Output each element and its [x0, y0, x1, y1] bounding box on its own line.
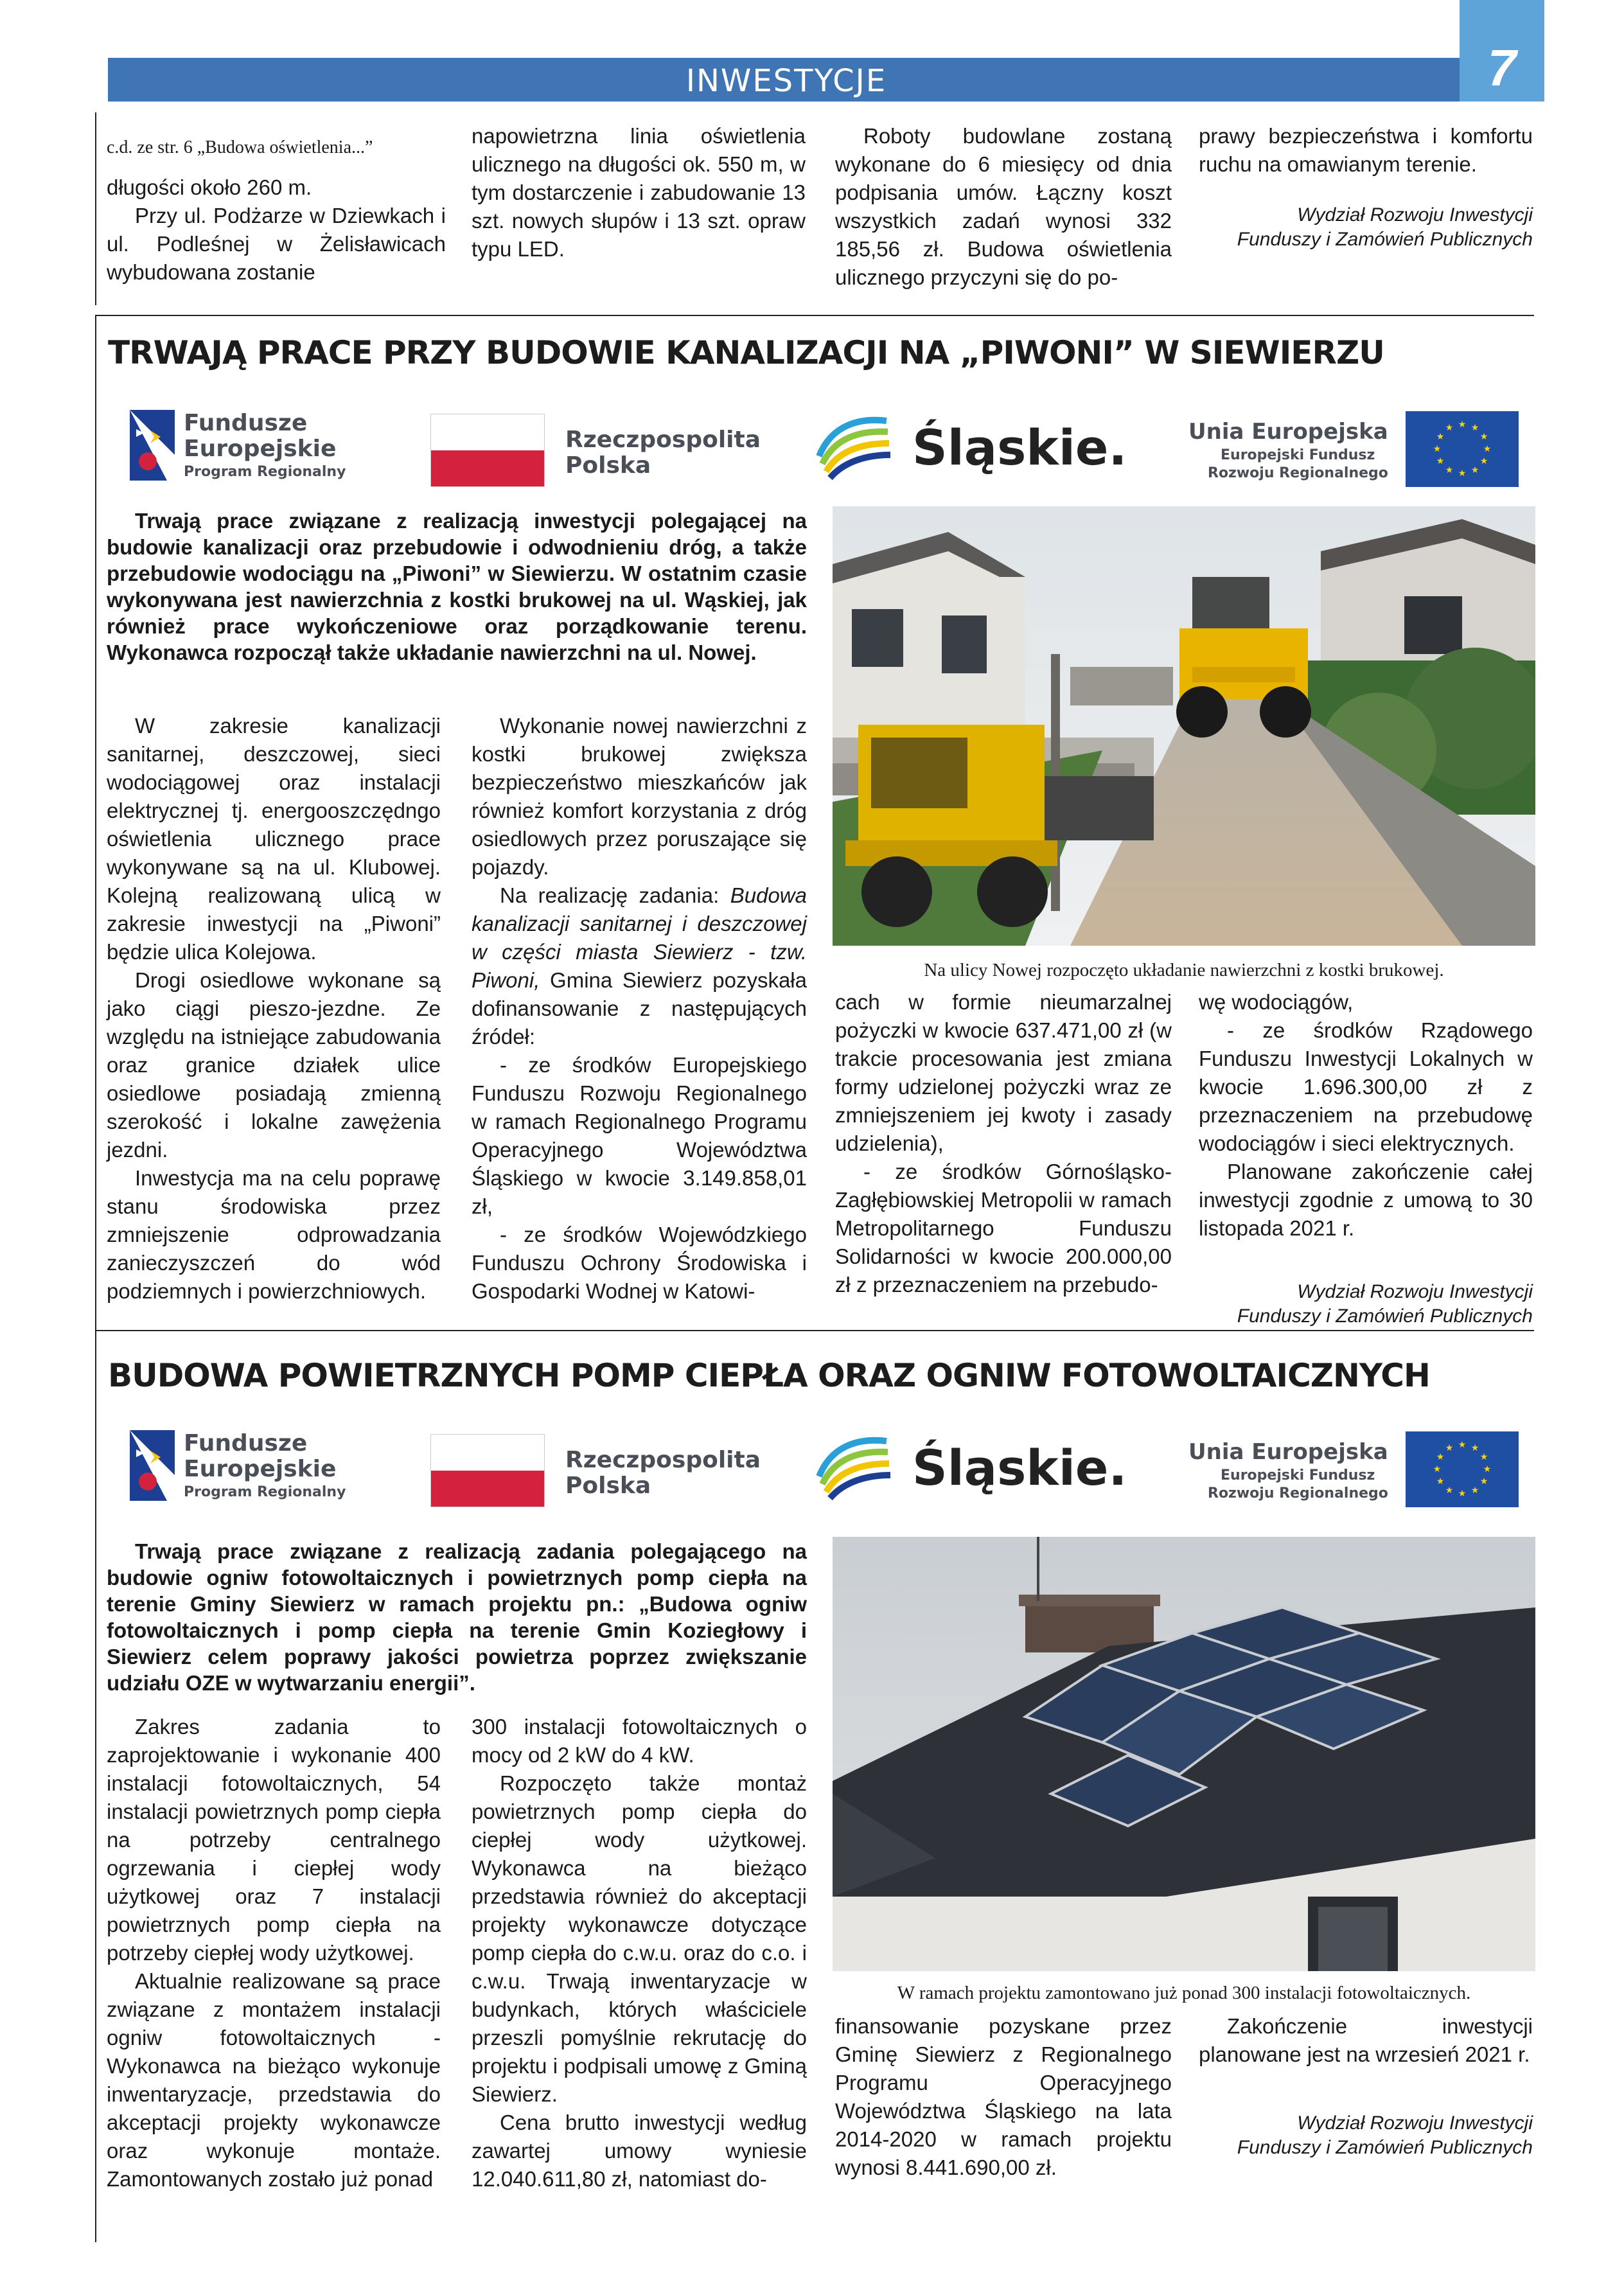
article2-col2: [472, 1713, 807, 2193]
svg-text:★: ★: [1479, 456, 1488, 466]
svg-text:★: ★: [1436, 432, 1445, 442]
article1-col2-p2a: Na realizację zadania:: [500, 883, 730, 907]
svg-text:★: ★: [1445, 1443, 1454, 1453]
article1-col3: [835, 988, 1172, 1299]
slaskie-logo-icon: [816, 411, 893, 482]
page-number: 7: [1487, 39, 1517, 96]
top-col3-p1: Roboty budowlane zostaną wykonane do 6 miesięcy od dnia podpisania umów. Łączny koszt wszystkich zadań wynosi 332 185,56 zł. Budowa oświetlenia ulicznego przyczyni się do po-: [835, 124, 1172, 289]
fe-logo-line3: Program Regionalny: [184, 464, 346, 480]
article2-title: BUDOWA POWIETRZNYCH POMP CIEPŁA ORAZ OGNIW FOTOWOLTAICZNYCH: [108, 1357, 1430, 1394]
article1-col1: [107, 712, 441, 1306]
poland-flag-icon: [430, 414, 545, 487]
article1-col2-p1: Wykonanie nowej nawierzchni z kostki brukowej zwiększa bezpieczeństwo mieszkańców jak również komfort korzystania z dróg osiedlowych przez poruszające się pojazdy.: [472, 714, 807, 879]
signature-line2: Funduszy i Zamówień Publicznych: [1237, 2137, 1533, 2158]
rp-logo-line2: Polska: [565, 452, 651, 479]
article2-col4: [1199, 2012, 1533, 2069]
fe-logo-line3: Program Regionalny: [184, 1484, 346, 1500]
fe-logo-line2: Europejskie: [184, 1456, 337, 1482]
article2-lead: Trwają prace związane z realizacją zadania polegającego na budowie ogniw fotowoltaicznych i powietrznych pomp ciepła na terenie Gminy Siewierz w ramach projektu pn.: „Budowa ogniw fotowoltaicznych i pomp ciepła na terenie Gmin Koziegłowy i Siewierz celem poprawy jakości powietrza poprzez zwiększanie udziału OZE w wytwarzaniu energii”.: [107, 1539, 807, 1695]
fe-logo-icon: [122, 403, 180, 486]
article2-col1: [107, 1713, 441, 2193]
article1-col1-p2: Drogi osiedlowe wykonane są jako ciągi pieszo-jezdne. Ze względu na istniejące zabudowania oraz granice działek ulice osiedlowe posiadają zmienną szerokość i lokalne zawężenia jezdni.: [107, 968, 441, 1162]
article2-col2-p1: 300 instalacji fotowoltaicznych o mocy od 2 kW do 4 kW.: [472, 1715, 807, 1767]
fe-logo-line1: Fundusze: [184, 1430, 308, 1456]
article1-signature: [1199, 1280, 1533, 1329]
fe-logo-icon: [122, 1424, 180, 1506]
poland-flag-icon: [430, 1434, 545, 1507]
article1-left-rule: [95, 315, 96, 1330]
top-divider: [95, 315, 1534, 316]
svg-text:★: ★: [1436, 456, 1445, 466]
article2-col1-p1: Zakres zadania to zaprojektowanie i wykonanie 400 instalacji fotowoltaicznych, 54 instalacji powietrznych pomp ciepła na potrzeby centralnego ogrzewania i ciepłej wody użytkowej oraz 7 instalacji powietrznych pomp ciepła na potrzeby ciepłej wody użytkowej.: [107, 1715, 441, 1965]
top-col4: [1199, 122, 1533, 179]
article2-signature: [1199, 2111, 1533, 2160]
svg-text:★: ★: [1436, 1452, 1445, 1462]
article1-col1-p3: Inwestycja ma na celu poprawę stanu środowiska przez zmniejszenie odprowadzania zanieczyszczeń do wód podziemnych i powierzchniowych.: [107, 1166, 441, 1303]
ue-logo-line1: Unia Europejska: [1188, 1439, 1388, 1465]
article2-left-rule: [95, 1330, 96, 2242]
signature-line1: Wydział Rozwoju Inwestycji: [1297, 2112, 1533, 2134]
article1-title: TRWAJĄ PRACE PRZY BUDOWIE KANALIZACJI NA „PIWONI” W SIEWIERZU: [108, 334, 1384, 371]
article1-col2-p2: [472, 881, 807, 1051]
top-col1-p1: długości około 260 m.: [107, 175, 312, 199]
article1-col2: [472, 712, 807, 1306]
svg-text:★: ★: [1433, 1464, 1442, 1474]
signature-line2: Funduszy i Zamówień Publicznych: [1237, 229, 1533, 250]
article1-col4: [1199, 988, 1533, 1243]
svg-text:★: ★: [1433, 444, 1442, 454]
svg-text:★: ★: [1483, 444, 1492, 454]
top-signature: [1199, 203, 1533, 252]
article1-col4-p1: wę wodociągów,: [1199, 990, 1354, 1014]
fe-logo-line2: Europejskie: [184, 436, 337, 462]
ue-logo-line2: Europejski Fundusz: [1221, 447, 1375, 463]
svg-text:★: ★: [1479, 1476, 1488, 1487]
top-col3: [835, 122, 1172, 292]
article1-col2-p2-italic: Budowa kanalizacji sanitarnej i deszczowej w części miasta Siewierz - tzw. Piwoni,: [472, 883, 807, 992]
top-col2-p1: napowietrzna linia oświetlenia ulicznego na długości ok. 550 m, w tym dostarczenie i zabudowanie 13 szt. nowych słupów i 13 szt. opraw typu LED.: [472, 124, 806, 261]
article2-photo: [833, 1537, 1535, 1971]
signature-line1: Wydział Rozwoju Inwestycji: [1297, 204, 1533, 226]
article1-photo: [833, 506, 1535, 946]
section-title: INWESTYCJE: [685, 63, 887, 99]
top-col1: [107, 173, 446, 287]
ue-logo-line3: Rozwoju Regionalnego: [1208, 465, 1388, 481]
section-header-bar: [108, 58, 1465, 102]
eu-flag-icon: [1406, 411, 1519, 487]
svg-text:★: ★: [1458, 1489, 1467, 1499]
article1-col2-p3: - ze środków Europejskiego Funduszu Rozwoju Regionalnego w ramach Regionalnego Programu Operacyjnego Województwa Śląskiego w kwocie 3.149.858,01 zł,: [472, 1053, 807, 1218]
rp-logo-line1: Rzeczpospolita: [565, 427, 761, 453]
svg-text:★: ★: [1445, 465, 1454, 475]
slaskie-logo-icon: [816, 1431, 893, 1502]
top-col1-p2: Przy ul. Podżarze w Dziewkach i ul. Podleśnej w Żelisławicach wybudowana zostanie: [107, 204, 446, 284]
article2-col2-p2: Rozpoczęto także montaż powietrznych pomp ciepła do ciepłej wody użytkowej. Wykonawca na bieżąco przedstawia również do akceptacji projekty wykonawcze dotyczące pomp ciepła do c.w.u. oraz do c.o. i c.w.u. Trwają inwentaryzacje w budynkach, których właściciele przeszli pomyślnie rekrutację do projektu i podpisali umowę z Gminą Siewierz.: [472, 1771, 807, 2106]
svg-text:★: ★: [1445, 1485, 1454, 1496]
article2-col4-p1: Zakończenie inwestycji planowane jest na wrzesień 2021 r.: [1199, 2014, 1533, 2066]
svg-text:★: ★: [1458, 1440, 1467, 1450]
fe-logo-line1: Fundusze: [184, 410, 308, 436]
svg-text:★: ★: [1483, 1464, 1492, 1474]
svg-text:★: ★: [1436, 1476, 1445, 1487]
article1-col2-p2b: Gmina Siewierz pozyskała dofinansowanie z następujących źródeł:: [472, 968, 807, 1049]
svg-text:★: ★: [1470, 1485, 1479, 1496]
article2-col3: [835, 2012, 1172, 2182]
logos-row-1: [122, 400, 1535, 490]
article2-col3-p1: finansowanie pozyskane przez Gminę Siewierz z Regionalnego Programu Operacyjnego Województwa Śląskiego na lata 2014-2020 w ramach projektu wynosi 8.441.690,00 zł.: [835, 2014, 1172, 2179]
logos-row-2: [122, 1420, 1535, 1510]
svg-text:★: ★: [1479, 1452, 1488, 1462]
continuation-note: c.d. ze str. 6 „Budowa oświetlenia...”: [107, 137, 373, 157]
slaskie-logo-text: Śląskie.: [912, 419, 1127, 476]
top-col2: [472, 122, 806, 263]
article2-photo-caption: W ramach projektu zamontowano już ponad 300 instalacji fotowoltaicznych.: [897, 1983, 1471, 2003]
article1-photo-caption: Na ulicy Nowej rozpoczęto układanie nawierzchni z kostki brukowej.: [924, 960, 1444, 980]
article2-col1-p2: Aktualnie realizowane są prace związane z montażem instalacji ogniw fotowoltaicznych - Wykonawca na bieżąco wykonuje inwentaryzacje, przedstawia do akceptacji projekty wykonawcze oraz wykonuje montaże. Zamontowanych zostało już ponad: [107, 1969, 441, 2191]
rp-logo-line2: Polska: [565, 1473, 651, 1499]
article1-col3-p2: - ze środków Górnośląsko-Zagłębiowskiej Metropolii w ramach Metropolitarnego Funduszu Solidarności w kwocie 200.000,00 zł z przeznaczeniem na przebudo-: [835, 1160, 1172, 1297]
article1-col4-p2: - ze środków Rządowego Funduszu Inwestycji Lokalnych w kwocie 1.696.300,00 zł z przeznaczeniem na przebudowę wodociągów i sieci elektrycznych.: [1199, 1018, 1533, 1155]
slaskie-logo-text: Śląskie.: [912, 1439, 1127, 1496]
eu-flag-icon: [1406, 1431, 1519, 1507]
signature-line1: Wydział Rozwoju Inwestycji: [1297, 1281, 1533, 1302]
article2-col2-p3: Cena brutto inwestycji według zawartej umowy wyniesie 12.040.611,80 zł, natomiast do-: [472, 2111, 807, 2191]
article1-col4-p3: Planowane zakończenie całej inwestycji zgodnie z umową to 30 listopada 2021 r.: [1199, 1160, 1533, 1240]
ue-logo-line3: Rozwoju Regionalnego: [1208, 1485, 1388, 1501]
svg-text:★: ★: [1470, 1443, 1479, 1453]
article1-col3-p1: cach w formie nieumarzalnej pożyczki w kwocie 637.471,00 zł (w trakcie procesowania jest zmiana formy udzielonej pożyczki wraz ze zmniejszeniem jej kwoty i zasady udzielenia),: [835, 990, 1172, 1155]
signature-line2: Funduszy i Zamówień Publicznych: [1237, 1306, 1533, 1327]
ue-logo-line2: Europejski Fundusz: [1221, 1467, 1375, 1483]
svg-text:★: ★: [1445, 423, 1454, 433]
svg-text:★: ★: [1479, 432, 1488, 442]
article1-col2-p4: - ze środków Wojewódzkiego Funduszu Ochrony Środowiska i Gospodarki Wodnej w Katowi-: [472, 1223, 807, 1303]
top-col4-p1: prawy bezpieczeństwa i komfortu ruchu na omawianym terenie.: [1199, 124, 1533, 176]
page-number-tab: [1460, 0, 1544, 102]
svg-text:★: ★: [1458, 420, 1467, 430]
article1-col1-p1: W zakresie kanalizacji sanitarnej, deszczowej, sieci wodociągowej oraz instalacji elektrycznej tj. energooszczędngo oświetlenia ulicznego prace wykonywane są na ul. Klubowej. Kolejną realizowaną ulicą w zakresie inwestycji na „Piwoni” będzie ulica Kolejowa.: [107, 714, 441, 964]
svg-text:★: ★: [1470, 423, 1479, 433]
article1-lead: Trwają prace związane z realizacją inwestycji polegającej na budowie kanalizacji oraz przebudowie i odwodnieniu dróg, a także przebudowie wodociągu na „Piwoni” w Siewierzu. W ostatnim czasie wykonywana jest nawierzchnia z kostki brukowej na ul. Wąskiej, jak również prace wykończeniowe oraz porządkowanie terenu. Wykonawca rozpoczął także układanie nawierzchni na ul. Nowej.: [107, 509, 807, 664]
top-left-rule: [95, 112, 96, 305]
ue-logo-line1: Unia Europejska: [1188, 419, 1388, 445]
svg-text:★: ★: [1470, 465, 1479, 475]
rp-logo-line1: Rzeczpospolita: [565, 1447, 761, 1473]
middle-divider: [95, 1330, 1534, 1331]
svg-text:★: ★: [1458, 468, 1467, 479]
